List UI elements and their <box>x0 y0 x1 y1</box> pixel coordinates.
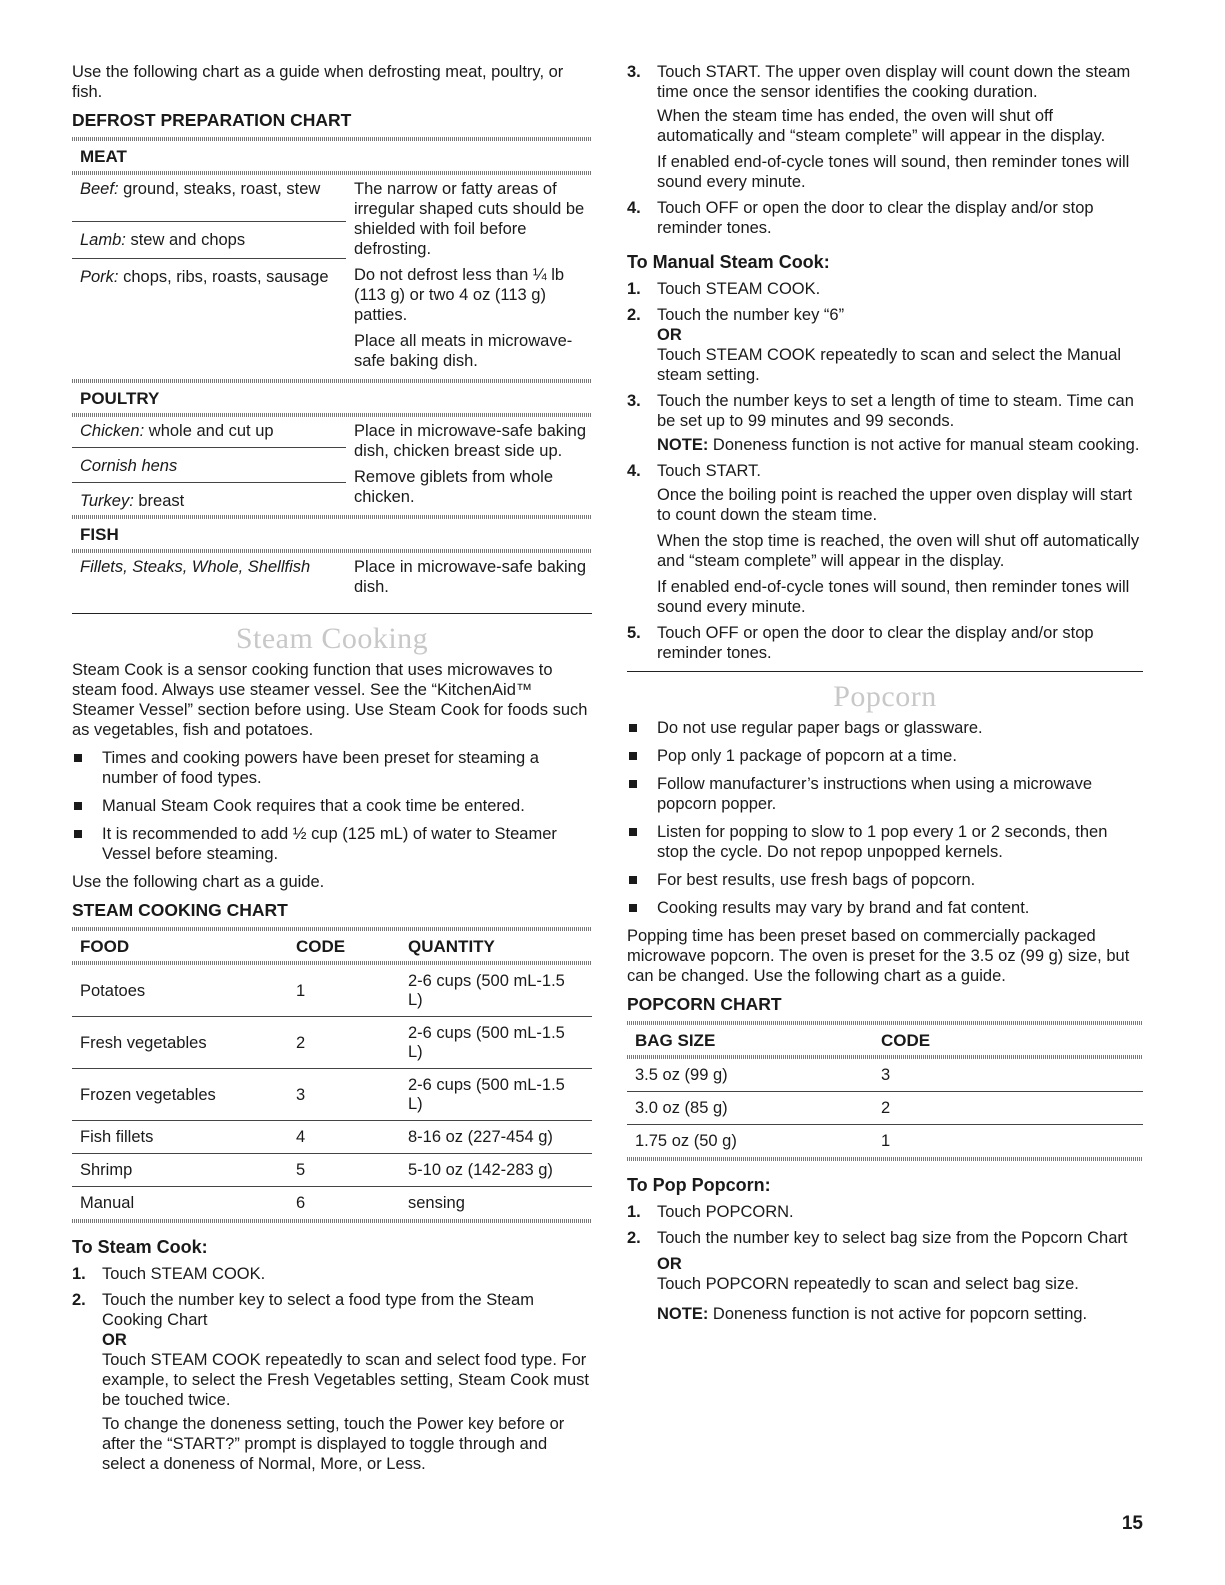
table-row: 1.75 oz (50 g) 1 <box>635 1132 891 1150</box>
right-column <box>627 62 1143 1330</box>
steam-steps-continued <box>627 62 1143 238</box>
fish-heading: FISH <box>80 525 119 544</box>
to-steam-cook-heading: To Steam Cook: <box>72 1237 208 1257</box>
table-row: Manual 6 sensing <box>80 1194 465 1212</box>
steam-cooking-title: Steam Cooking <box>235 622 429 655</box>
step-item: 3. Touch the number keys to set a length of time to steam. Time can be set up to 99 minutes and 99 seconds. NOTE: Doneness function is not active for manual steam cooking. <box>627 392 1140 454</box>
steam-bullets <box>72 748 592 864</box>
list-item: Cooking results may vary by brand and fat content. <box>627 898 1143 918</box>
manual-steps <box>627 279 1143 663</box>
defrost-chart <box>72 137 592 614</box>
header-food: FOOD <box>80 937 130 956</box>
step-item: 4. Touch START. Once the boiling point is reached the upper oven display will start to count down the steam time. When the stop time is reached, the oven will shut off automatically and “steam complete” will appear in the display. If enabled end-of-cycle tones will sound, then reminder tones will sound every minute. <box>627 462 1140 616</box>
defrost-intro: Use the following chart as a guide when defrosting meat, poultry, or fish. <box>72 63 564 101</box>
list-item: Pop only 1 package of popcorn at a time. <box>627 746 1143 766</box>
popcorn-intro: Popping time has been preset based on commercially packaged microwave popcorn. The oven is preset for the 3.5 oz (99 g) size, but can be changed. Use the following chart as a guide. <box>627 927 1130 985</box>
steam-guide-text: Use the following chart as a guide. <box>72 873 325 891</box>
header-code: CODE <box>296 937 346 956</box>
step-item: 2. Touch the number key to select bag size from the Popcorn Chart OR Touch POPCORN repeatedly to scan and select bag size. NOTE: Doneness function is not active for popcorn setting. <box>627 1229 1128 1323</box>
meat-note: The narrow or fatty areas of irregular shaped cuts should be shielded with foil before defrosting. <box>354 180 585 258</box>
steam-intro: Steam Cook is a sensor cooking function that uses microwaves to steam food. Always use steamer vessel. See the “KitchenAid™ Steamer Vessel” section before using. Use Steam Cook for foods such as vegetables, fish and potatoes. <box>72 661 588 739</box>
table-row: Fish fillets 4 8-16 oz (227-454 g) <box>72 1121 592 1154</box>
list-item: For best results, use fresh bags of popcorn. <box>627 870 1143 890</box>
list-item: Follow manufacturer’s instructions when using a microwave popcorn popper. <box>627 774 1143 814</box>
meat-item-pork: Pork: chops, ribs, roasts, sausage <box>80 268 329 286</box>
step-item: 3. Touch START. The upper oven display will count down the steam time once the sensor identifies the cooking duration. When the steam time has ended, the oven will shut off automatically and “steam complete” will appear in the display. If enabled end-of-cycle tones will sound, then reminder tones will sound every minute. <box>627 63 1131 191</box>
page-number: 15 <box>1121 1513 1143 1534</box>
divider <box>72 613 592 614</box>
divider <box>627 1157 1143 1161</box>
table-row: Fresh vegetables 2 2-6 cups (500 mL-1.5 L) <box>72 1017 592 1069</box>
table-row: 3.5 oz (99 g) 3 <box>627 1059 1143 1092</box>
step-item: 2. Touch the number key “6” OR Touch STEAM COOK repeatedly to scan and select the Manual steam setting. <box>627 306 1122 384</box>
steam-steps <box>72 1264 592 1474</box>
divider <box>72 1219 592 1223</box>
header-bag-size: BAG SIZE <box>635 1031 716 1050</box>
header-quantity: QUANTITY <box>408 937 495 956</box>
step-item: 1. Touch STEAM COOK. <box>72 1265 266 1283</box>
meat-note: Place all meats in microwave-safe baking dish. <box>354 332 573 370</box>
poultry-note: Remove giblets from whole chicken. <box>354 468 553 506</box>
table-row: Shrimp 5 5-10 oz (142-283 g) <box>72 1154 592 1187</box>
popcorn-chart-title: POPCORN CHART <box>627 994 782 1014</box>
list-item: It is recommended to add ½ cup (125 mL) of water to Steamer Vessel before steaming. <box>72 824 592 864</box>
step-item: 1. Touch POPCORN. <box>627 1203 794 1221</box>
meat-heading: MEAT <box>80 147 127 166</box>
fish-note: Place in microwave-safe baking dish. <box>354 558 587 596</box>
table-row: 3.0 oz (85 g) 2 <box>627 1092 1143 1125</box>
popcorn-title: Popcorn <box>833 680 937 713</box>
popcorn-bullets <box>627 718 1143 918</box>
poultry-rows <box>72 417 592 515</box>
fish-item: Fillets, Steaks, Whole, Shellfish <box>80 558 311 576</box>
left-column <box>72 62 592 1480</box>
steam-chart-title: STEAM COOKING CHART <box>72 900 288 920</box>
list-item: Listen for popping to slow to 1 pop every 1 or 2 seconds, then stop the cycle. Do not repop unpopped kernels. <box>627 822 1143 862</box>
list-item: Times and cooking powers have been preset for steaming a number of food types. <box>72 748 592 788</box>
meat-rows <box>72 175 592 379</box>
table-row: Frozen vegetables 3 2-6 cups (500 mL-1.5 L) <box>72 1069 592 1121</box>
divider <box>627 671 1143 672</box>
table-header <box>627 1025 1143 1055</box>
table-header <box>72 931 592 961</box>
manual-steam-heading: To Manual Steam Cook: <box>627 252 830 272</box>
poultry-item-chicken: Chicken: whole and cut up <box>72 417 346 448</box>
step-item: 5. Touch OFF or open the door to clear the display and/or stop reminder tones. <box>627 624 1094 662</box>
fish-row <box>72 553 592 613</box>
defrost-chart-title: DEFROST PREPARATION CHART <box>72 110 352 130</box>
popcorn-steps <box>627 1202 1143 1324</box>
meat-item-lamb: Lamb: stew and chops <box>72 222 346 259</box>
poultry-note: Place in microwave-safe baking dish, chicken breast side up. <box>354 422 587 460</box>
poultry-heading: POULTRY <box>80 389 160 408</box>
meat-item-beef: Beef: ground, steaks, roast, stew <box>72 175 346 222</box>
poultry-item-turkey: Turkey: breast <box>80 492 185 510</box>
poultry-item-cornish: Cornish hens <box>72 448 346 483</box>
to-pop-popcorn-heading: To Pop Popcorn: <box>627 1175 771 1195</box>
popcorn-chart <box>627 1025 1143 1157</box>
list-item: Manual Steam Cook requires that a cook time be entered. <box>72 796 592 816</box>
step-item: 2. Touch the number key to select a food type from the Steam Cooking Chart OR Touch STEAM COOK repeatedly to scan and select food type. For example, to select the Fresh Vegetables setting, Steam Cook must be touched twice. To change the doneness setting, touch the Power key before or after the “START?” prompt is displayed to toggle through and select a doneness of Normal, More, or Less. <box>72 1291 589 1473</box>
table-row: Potatoes 1 2-6 cups (500 mL-1.5 L) <box>72 965 592 1017</box>
steam-cooking-chart <box>72 931 592 1219</box>
list-item: Do not use regular paper bags or glassware. <box>627 718 1143 738</box>
header-code: CODE <box>881 1031 931 1050</box>
meat-note: Do not defrost less than ¼ lb (113 g) or two 4 oz (113 g) patties. <box>354 266 565 324</box>
step-item: 1. Touch STEAM COOK. <box>627 280 821 298</box>
step-item: 4. Touch OFF or open the door to clear the display and/or stop reminder tones. <box>627 199 1094 237</box>
